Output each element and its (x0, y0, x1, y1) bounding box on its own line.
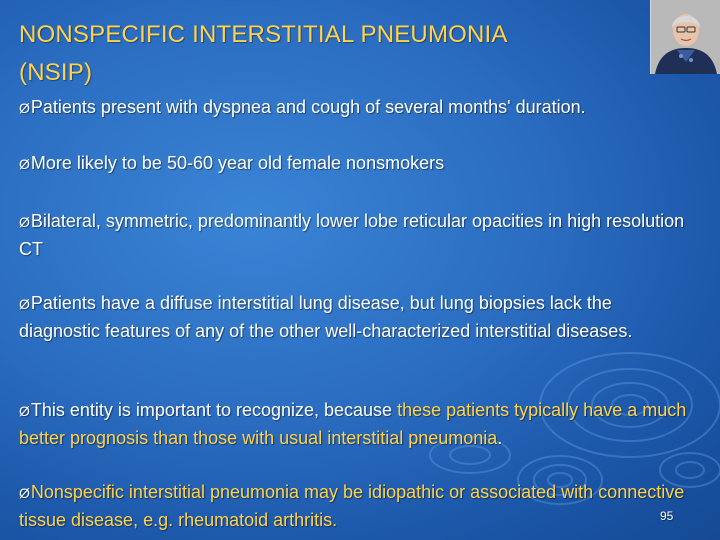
bullet-item-2 (19, 150, 689, 178)
slide-title-line2: (NSIP) (19, 59, 93, 86)
bullet-item-1 (19, 94, 689, 122)
bullet-text: More likely to be 50-60 year old female nonsmokers (30, 153, 445, 173)
bullet-arrow-icon: Ø (19, 296, 30, 312)
slide-title (19, 16, 619, 92)
presenter-photo (650, 0, 720, 74)
bullet-item-5 (19, 397, 689, 452)
bullet-text: Bilateral, symmetric, predominantly lower lobe reticular opacities in high resolution CT (19, 211, 685, 259)
bullet-text: This entity is important to recognize, because (30, 400, 398, 420)
bullet-item-4 (19, 290, 689, 345)
bullet-arrow-icon: Ø (19, 214, 30, 230)
bullet-item-6 (19, 479, 689, 534)
bullet-item-3 (19, 208, 689, 263)
bullet-text: Patients have a diffuse interstitial lung disease, but lung biopsies lack the diagnostic features of any of the other well-characterized interstitial diseases. (19, 293, 633, 341)
bullet-highlight-text: these patients typically have a much better prognosis than those with usual interstitial pneumonia (19, 400, 687, 448)
bullet-arrow-icon: Ø (19, 485, 30, 501)
bullet-arrow-icon: Ø (19, 100, 30, 116)
page-number: 95 (660, 509, 674, 523)
bullet-arrow-icon: Ø (19, 156, 30, 172)
slide-title-line1: NONSPECIFIC INTERSTITIAL PNEUMONIA (19, 21, 508, 48)
bullet-text-end: . (497, 428, 503, 448)
bullet-arrow-icon: Ø (19, 403, 30, 419)
bullet-text: Patients present with dyspnea and cough of several months' duration. (30, 97, 586, 117)
bullet-highlight-text: Nonspecific interstitial pneumonia may be idiopathic or associated with connective tissue disease, e.g. rheumatoid arthritis. (19, 482, 685, 530)
